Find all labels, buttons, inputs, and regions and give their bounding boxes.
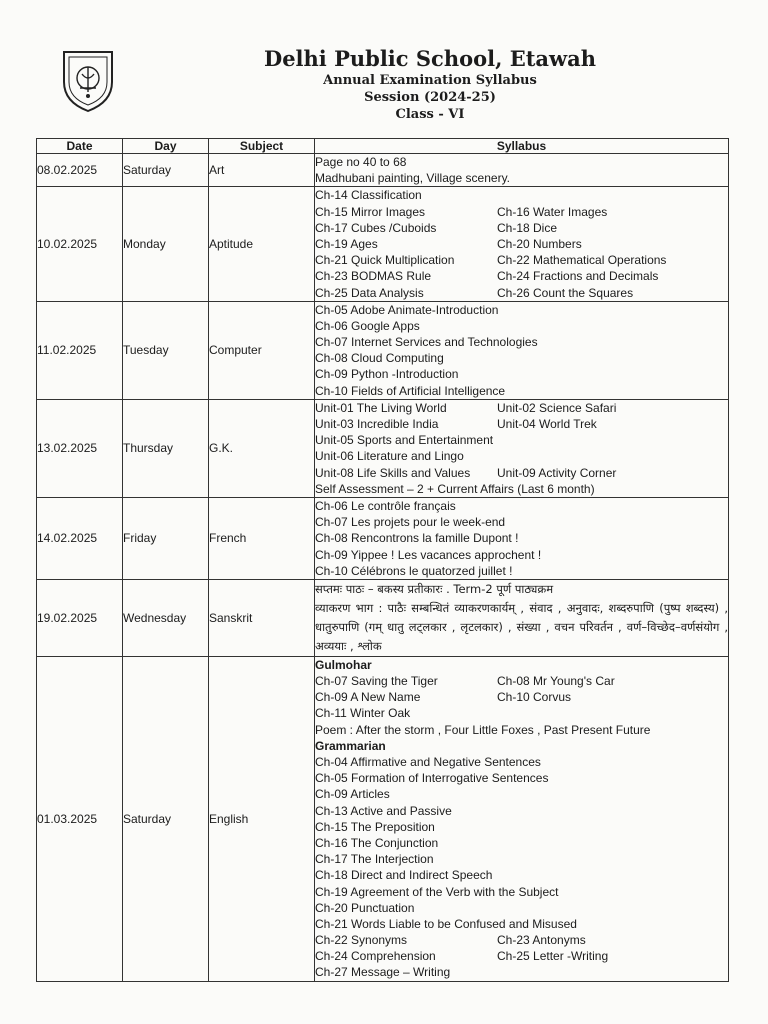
syllabus-item: Ch-27 Message – Writing bbox=[315, 965, 451, 980]
cell-syllabus bbox=[315, 656, 729, 981]
cell-day: Wednesday bbox=[123, 579, 209, 656]
syllabus-item: Ch-10 Corvus bbox=[497, 690, 572, 705]
syllabus-item: Gulmohar bbox=[315, 657, 372, 672]
syllabus-item: Ch-18 Dice bbox=[497, 220, 558, 235]
syllabus-item: Unit-05 Sports and Entertainment bbox=[315, 433, 494, 448]
syllabus-item: Ch-09 A New Name bbox=[315, 690, 421, 705]
syllabus-table bbox=[36, 138, 729, 982]
syllabus-line bbox=[315, 334, 728, 350]
syllabus-line bbox=[315, 722, 728, 738]
syllabus-line bbox=[315, 465, 728, 481]
column-header-date: Date bbox=[37, 139, 123, 154]
column-header-subject: Subject bbox=[209, 139, 315, 154]
cell-day: Tuesday bbox=[123, 301, 209, 399]
syllabus-item: Ch-25 Data Analysis bbox=[315, 285, 424, 300]
syllabus-item: Ch-17 The Interjection bbox=[315, 852, 434, 867]
syllabus-item: Ch-22 Synonyms bbox=[315, 933, 408, 948]
syllabus-line bbox=[315, 657, 728, 673]
syllabus-item: Ch-09 Articles bbox=[315, 787, 390, 802]
syllabus-item: Ch-16 Water Images bbox=[497, 204, 608, 219]
syllabus-line bbox=[315, 481, 728, 497]
page-header bbox=[0, 0, 768, 135]
cell-date: 13.02.2025 bbox=[37, 399, 123, 497]
cell-date: 14.02.2025 bbox=[37, 497, 123, 579]
syllabus-line bbox=[315, 154, 728, 170]
syllabus-item: Ch-18 Direct and Indirect Speech bbox=[315, 868, 493, 883]
cell-day: Saturday bbox=[123, 154, 209, 187]
syllabus-line bbox=[315, 547, 728, 563]
syllabus-line bbox=[315, 432, 728, 448]
cell-date: 19.02.2025 bbox=[37, 579, 123, 656]
cell-syllabus bbox=[315, 154, 729, 187]
syllabus-item: Ch-05 Adobe Animate-Introduction bbox=[315, 302, 499, 317]
syllabus-item: Unit-03 Incredible India bbox=[315, 417, 439, 431]
table-row bbox=[37, 579, 729, 656]
cell-day: Monday bbox=[123, 187, 209, 301]
syllabus-item: Ch-15 The Preposition bbox=[315, 819, 435, 834]
syllabus-line bbox=[315, 220, 728, 236]
syllabus-item: Ch-09 Yippee ! Les vacances approchent ! bbox=[315, 547, 542, 562]
syllabus-item: Ch-07 Les projets pour le week-end bbox=[315, 515, 506, 530]
syllabus-line bbox=[315, 786, 728, 802]
syllabus-line bbox=[315, 835, 728, 851]
syllabus-item: Ch-06 Google Apps bbox=[315, 318, 420, 333]
table-row bbox=[37, 154, 729, 187]
syllabus-item: Ch-13 Active and Passive bbox=[315, 803, 452, 818]
syllabus-item: Ch-07 Saving the Tiger bbox=[315, 674, 438, 689]
syllabus-item: Ch-17 Cubes /Cuboids bbox=[315, 220, 437, 235]
syllabus-item: Ch-19 Agreement of the Verb with the Subject bbox=[315, 884, 559, 899]
syllabus-item: Ch-06 Le contrôle français bbox=[315, 498, 456, 513]
cell-day: Friday bbox=[123, 497, 209, 579]
cell-syllabus bbox=[315, 399, 729, 497]
school-emblem-icon bbox=[60, 48, 116, 114]
syllabus-line bbox=[315, 803, 728, 819]
syllabus-item: Ch-04 Affirmative and Negative Sentences bbox=[315, 755, 541, 769]
syllabus-line bbox=[315, 900, 728, 916]
cell-subject: Computer bbox=[209, 301, 315, 399]
syllabus-line bbox=[315, 770, 728, 786]
syllabus-item: Self Assessment – 2 + Current Affairs (Last 6 month) bbox=[315, 481, 595, 496]
syllabus-item: Ch-11 Winter Oak bbox=[315, 706, 411, 721]
table-row bbox=[37, 399, 729, 497]
cell-syllabus bbox=[315, 301, 729, 399]
syllabus-item: Ch-23 BODMAS Rule bbox=[315, 269, 432, 284]
syllabus-item: Ch-10 Fields of Artificial Intelligence bbox=[315, 383, 506, 398]
table-row bbox=[37, 301, 729, 399]
cell-subject: Art bbox=[209, 154, 315, 187]
syllabus-line bbox=[315, 932, 728, 948]
syllabus-item: Grammarian bbox=[315, 738, 386, 753]
syllabus-line bbox=[315, 819, 728, 835]
syllabus-line bbox=[315, 754, 728, 770]
syllabus-item: Unit-08 Life Skills and Values bbox=[315, 465, 471, 480]
syllabus-line bbox=[315, 400, 728, 416]
cell-day: Thursday bbox=[123, 399, 209, 497]
syllabus-item: Unit-01 The Living World bbox=[315, 400, 447, 415]
syllabus-line bbox=[315, 948, 728, 964]
cell-date: 08.02.2025 bbox=[37, 154, 123, 187]
session-label: Session (2024-25) bbox=[364, 90, 496, 105]
syllabus-item: Page no 40 to 68 bbox=[315, 155, 407, 169]
syllabus-item: Madhubani painting, Village scenery. bbox=[315, 171, 511, 186]
syllabus-paragraph: सप्तमः पाठः – बकस्य प्रतीकारः . Term-2 पूर्ण पाठ्यक्रम bbox=[315, 581, 554, 596]
syllabus-line bbox=[315, 867, 728, 883]
syllabus-item: Ch-19 Ages bbox=[315, 236, 378, 251]
syllabus-item: Ch-23 Antonyms bbox=[497, 933, 586, 948]
syllabus-line bbox=[315, 705, 728, 721]
class-label: Class - VI bbox=[395, 107, 465, 122]
syllabus-item: Unit-02 Science Safari bbox=[497, 400, 617, 415]
cell-syllabus bbox=[315, 579, 729, 656]
syllabus-item: Unit-04 World Trek bbox=[497, 417, 597, 431]
syllabus-line bbox=[315, 884, 728, 900]
syllabus-line bbox=[315, 738, 728, 754]
syllabus-item: Ch-07 Internet Services and Technologies bbox=[315, 335, 538, 350]
syllabus-line bbox=[315, 498, 728, 514]
cell-date: 10.02.2025 bbox=[37, 187, 123, 301]
syllabus-item: Ch-21 Words Liable to be Confused and Misused bbox=[315, 916, 577, 931]
syllabus-item: Ch-24 Comprehension bbox=[315, 949, 436, 964]
table-row bbox=[37, 497, 729, 579]
syllabus-line bbox=[315, 318, 728, 334]
cell-subject: English bbox=[209, 656, 315, 981]
cell-syllabus bbox=[315, 187, 729, 301]
syllabus-line bbox=[315, 170, 728, 186]
syllabus-item: Poem : After the storm , Four Little Foxes , Past Present Future bbox=[315, 722, 651, 737]
syllabus-item: Ch-20 Numbers bbox=[497, 236, 582, 251]
column-header-syllabus: Syllabus bbox=[315, 139, 729, 154]
syllabus-line bbox=[315, 563, 728, 579]
syllabus-item: Ch-14 Classification bbox=[315, 188, 422, 203]
syllabus-line bbox=[315, 416, 728, 432]
syllabus-paragraph: व्याकरण भाग : पाठैः सम्बन्धितं व्याकरणकार्यम् , संवाद , अनुवादः, शब्दरुपाणि (पुष्प शब्दस्य) , धातुरुपाणि (गम् धातु लट्लकार , लृटलकार) , संख्या , वचन परिवर्तन , वर्ण–विच्छेद–वर्णसंयोग , अव्ययाः , श्लोक bbox=[315, 600, 728, 653]
syllabus-item: Unit-09 Activity Corner bbox=[497, 465, 617, 480]
syllabus-line bbox=[315, 383, 728, 399]
cell-date: 01.03.2025 bbox=[37, 656, 123, 981]
cell-subject: French bbox=[209, 497, 315, 579]
syllabus-line bbox=[315, 851, 728, 867]
school-name: Delhi Public School, Etawah bbox=[263, 46, 596, 71]
syllabus-item: Ch-15 Mirror Images bbox=[315, 204, 426, 219]
exam-title: Annual Examination Syllabus bbox=[323, 73, 537, 88]
syllabus-line bbox=[315, 350, 728, 366]
syllabus-line bbox=[315, 285, 728, 301]
syllabus-item: Ch-16 The Conjunction bbox=[315, 835, 439, 850]
cell-subject: Sanskrit bbox=[209, 579, 315, 656]
syllabus-item: Ch-21 Quick Multiplication bbox=[315, 253, 455, 268]
syllabus-line bbox=[315, 268, 728, 284]
syllabus-item: Ch-10 Célébrons le quatorzed juillet ! bbox=[315, 563, 513, 578]
syllabus-item: Ch-08 Cloud Computing bbox=[315, 351, 444, 366]
cell-subject: G.K. bbox=[209, 399, 315, 497]
cell-subject: Aptitude bbox=[209, 187, 315, 301]
table-header-row bbox=[37, 139, 729, 154]
syllabus-item: Ch-08 Mr Young's Car bbox=[497, 674, 615, 689]
syllabus-line bbox=[315, 673, 728, 689]
syllabus-line bbox=[315, 964, 728, 980]
syllabus-line bbox=[315, 514, 728, 530]
syllabus-line bbox=[315, 204, 728, 220]
cell-day: Saturday bbox=[123, 656, 209, 981]
column-header-day: Day bbox=[123, 139, 209, 154]
syllabus-item: Ch-20 Punctuation bbox=[315, 900, 415, 915]
syllabus-item: Ch-08 Rencontrons la famille Dupont ! bbox=[315, 531, 519, 546]
table-row bbox=[37, 187, 729, 301]
syllabus-line bbox=[315, 530, 728, 546]
syllabus-line bbox=[315, 448, 728, 464]
syllabus-item: Ch-05 Formation of Interrogative Sentences bbox=[315, 771, 549, 786]
syllabus-item: Unit-06 Literature and Lingo bbox=[315, 449, 464, 464]
cell-date: 11.02.2025 bbox=[37, 301, 123, 399]
table-row bbox=[37, 656, 729, 981]
cell-syllabus bbox=[315, 497, 729, 579]
syllabus-line bbox=[315, 916, 728, 932]
syllabus-item: Ch-24 Fractions and Decimals bbox=[497, 269, 659, 284]
syllabus-line bbox=[315, 236, 728, 252]
syllabus-line bbox=[315, 252, 728, 268]
syllabus-line bbox=[315, 187, 728, 203]
syllabus-item: Ch-22 Mathematical Operations bbox=[497, 253, 667, 268]
syllabus-line bbox=[315, 366, 728, 382]
syllabus-item: Ch-25 Letter -Writing bbox=[497, 949, 609, 964]
syllabus-line bbox=[315, 302, 728, 318]
syllabus-line bbox=[315, 689, 728, 705]
syllabus-item: Ch-26 Count the Squares bbox=[497, 285, 634, 300]
syllabus-item: Ch-09 Python -Introduction bbox=[315, 367, 459, 382]
